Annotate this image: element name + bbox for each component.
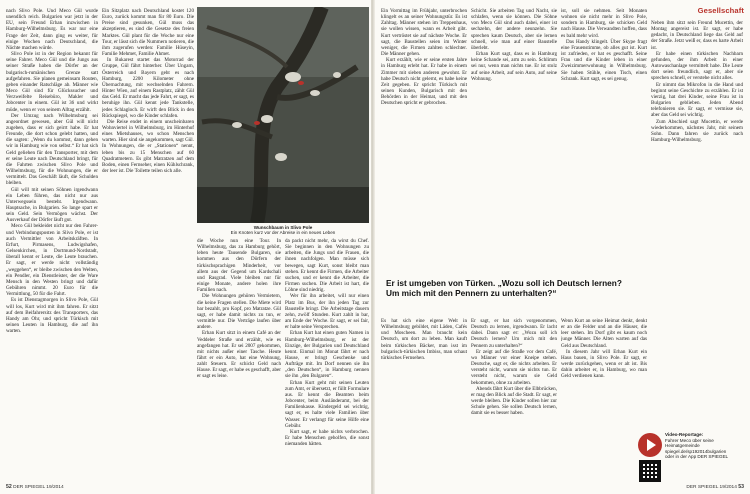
paragraph: Erhan Kurt geht mit seinen Leuten zum Amt, er übersetzt, er füllt Formulare aus. Er kennt die Beamten beim Jobcenter, beim Ausländeramt, bei der Familienkasse. Kindergeld sei wichtig, sagt er, es halte viele Familien über Wasser. Er verlangt für seine Hilfe eine Gebühr.: [285, 379, 369, 429]
pull-quote: [386, 279, 634, 298]
article-column-1: [6, 8, 98, 478]
video-teaser-text: [665, 432, 747, 460]
right-magazine-issue: DER SPIEGEL 19/2014: [686, 485, 737, 490]
paragraph: Es ist Dienstagmorgen in Slivo Pole, Gül will los, Kurt wird mit ihm fahren. Er sitzt auf dem Beifahrersitz des Transporters, das Handy am Ohr, und spricht Türkisch mit seinen Leuten in Hamburg, die auf ihn warten.: [6, 297, 98, 335]
paragraph: nach Slivo Pole. Und Meco Gül wurde unendlich reich. Bulgarien war jetzt in der EU, sein Freund Erhan inzwischen in Hamburg-Wilhelmsburg. Es war nur eine Frage der Zeit, dann ging es weiter, für einige Wochen nach Deutschland, die Nächte machen würde.: [6, 8, 98, 51]
paragraph: Abends fährt Kurt über die Elbbrücken, er mag den Blick auf die Stadt. Er sagt, er werde bleiben. Die Kinder sollen hier zur Schule gehen. Sie sollen Deutsch lernen, damit sie es besser haben.: [471, 385, 557, 417]
paragraph: Das Handy klingelt. Über Skype fragt eine Frauenstimme, ob alles gut ist. Kurt ist zufrieden, er hat es geschafft. Seine Frau und die Kinder leben in einer Zweizimmerwohnung in Wilhelmsburg. Sie haben Stühle, einen Tisch, einen Schrank. Kurt sagt, es sei genug.: [561, 38, 647, 82]
paragraph: Es hat sich eine eigene Welt in Wilhelmsburg gebildet, mit Läden, Cafés und Moscheen. Man braucht kein Deutsch, um dort zu leben. Man kauft beim türkischen Bäcker, man isst im bulgarisch-türkischen Imbiss, man schaut türkisches Fernsehen.: [381, 318, 467, 361]
paragraph: Er sagt, er hat sich vorgenommen, Deutsch zu lernen, irgendwann. Er lacht dabei. Dann sagt er: „Wozu soll ich Deutsch lernen? Um mich mit den Pennern zu unterhalten?“: [471, 318, 557, 349]
paragraph: In diesem Jahr will Erhan Kurt ein Haus bauen, in Slivo Pole. Er sagt, er werde zurückgehen, wenn er alt ist. Bis dahin arbeitet er, in Hamburg, wo man Geld verdienen kann.: [561, 348, 647, 380]
photo-wishing-tree: [197, 7, 369, 223]
video-extra: oder in der App DER SPIEGEL: [665, 454, 729, 460]
article-column-7-lower: [561, 318, 647, 480]
paragraph: Ein Sitzplatz nach Deutschland kostet 120 Euro, zurück kommt man für 80 Euro. Die Preise sind gesunken, Gül muss das akzeptieren, es sind die Gesetze des freien Marktes. Gül plant für die Woche nur eine Tour, er lässt sich die Nummern notieren, die ihm zugerufen werden: Familie Hüseyin, Familie Mehmet, Familie Ahmet.: [102, 8, 194, 58]
paragraph: Wer für ihn arbeitet, will nur einen Platz im Bus, der ihn jeden Tag zur Baustelle bringt. Die Arbeitstage dauern zehn, zwölf Stunden. Kurt zahlt in bar, am Ende der Woche. Er sagt, er sei fair, er halte seine Versprechen.: [285, 293, 369, 331]
paragraph: Er habe einen türkischen Nachbarn gefunden, der ihm Arbeit in einer Autowaschanlage vermittelt habe. Die Leute dort seien freundlich, sagt er, aber sie sprechen schnell, er verstehe nicht alles.: [651, 50, 743, 82]
paragraph: Zum Abschied sagt Mucettin, er werde wiederkommen, nächstes Jahr, mit seinem Sohn. Dann fahren sie zurück nach Hamburg-Wilhelmsburg.: [651, 118, 743, 143]
paragraph: Der Umzug nach Wilhelmsburg sei angeordnet gewesen, aber Gül will nicht zugeben, dass er sich geirrt habe. Er hat Freunde, die dort schon gelebt hatten, und die sagten: „Wenn du kommst, dann gehen wir in Hamburg wie von selbst.“ Er hat sich Geld geliehen für den Transporter, mit dem er seine Leute nach Deutschland bringt, für die Fahrten zwischen Slivo Pole und Wilhelmsburg, für die Wohnungen, die er vermittelt. Das Geschäft läuft, die Schulden bleiben.: [6, 112, 98, 187]
article-column-4: [285, 238, 369, 480]
left-page-number: 52: [6, 484, 12, 490]
right-page-number: 53: [738, 484, 744, 490]
paragraph: Erhan Kurt sitzt in einem Café an der Veddeler Straße und erzählt, wie es angefangen hat. Er sei 2007 gekommen, mit nichts außer einer Tasche. Heute fährt er ein Auto, hat eine Wohnung, zahlt Steuern. Er schickt Geld nach Hause. Er sagt, er habe es geschafft, aber er sagt es leise.: [197, 330, 281, 380]
article-column-3: [197, 238, 281, 480]
left-footer: [6, 484, 64, 490]
paragraph: Schicht. Sie arbeiten Tag und Nacht, sie schlafen, wenn sie können. Die Söhne von Meco Gül sind auch dabei, einer ist sechzehn, der andere neunzehn. Sie sprechen kaum Deutsch, aber sie lernen schnell, wie man auf einer Baustelle überlebt.: [471, 8, 557, 51]
article-column-7: [561, 8, 647, 270]
video-link[interactable]: spiegel.de/sp192014bulgarien: [665, 448, 727, 454]
pull-quote-text: Er ist umgeben von Türken. „Wozu soll ich Deutsch lernen? Um mich mit den Pennern zu unterhalten?“: [386, 278, 622, 298]
article-column-6-lower: [471, 318, 557, 480]
right-page: [375, 0, 750, 494]
paragraph: ist, soll sie nehmen. Seit Monaten wohnen sie nicht mehr in Slivo Pole, sondern in Hamburg, sie schicken Geld nach Hause. Die Verwandten hoffen, dass es bald mehr wird.: [561, 8, 647, 39]
paragraph: Er nimmt das Mikrofon in die Hand und beginnt seine Geschichte zu erzählen. Er ist vierzig, hat drei Kinder, seine Frau ist in Bulgarien geblieben. Jeden Abend telefonieren sie. Er sagt, er vermisse sie, aber das Geld sei wichtig.: [651, 81, 743, 119]
play-icon[interactable]: [638, 433, 662, 457]
article-column-8: [651, 20, 743, 430]
paragraph: Ein Vormittag im Frühjahr, unterbrochen klingelt es an seiner Wohnungstür. Es ist Zahltag. Männer stehen im Treppenhaus, sie wollen wissen, wann es Arbeit gibt. Kurt vertröstet sie auf nächste Woche. Er sagt, die Baustellen seien im Winter weniger, die Firmen zahlten schlechter. Die Männer gehen.: [381, 8, 467, 58]
article-column-5: [381, 8, 467, 270]
video-label: Video-Reportage:: [665, 432, 704, 437]
paragraph: Slivo Pole ist in der Region bekannt für seine Fahrer. Meco Gül und die Jungs aus seiner Straße haben die Dörfer an der bulgarisch-rumänischen Grenze satt aufgefahren. Sie planen gemeinsam Routen, geben einander Ratschläge ab. Männer wie Meco Gül sind für Glückssucher und Verzweifelte Reisebüro, Makler und Jobcenter in einem. Gül ist 36 und wirkt müde, wenn er von seinem Alltag erzählt.: [6, 51, 98, 113]
paragraph: Meco Gül bekleidet nicht nur den Fahrer- und Verbindungsposten in Slivo Pole, er ist auch Vermittler von Arbeitskräften. In Erfurt, Pirmasens, Ludwigshafen, Gelsenkirchen, in Dortmund-Nordstadt, überall kennt er Leute, die Leute brauchen. Er sagt, er werde nicht vollständig „weggehen“, er bleibe zwischen den Welten, ein Pendler, ein Dienstleister, der die Ware Mensch in den Westen bringt und dafür Gebühren nimmt. 20 Euro für die Vermittlung, 50 für die Fahrt.: [6, 223, 98, 298]
paragraph: Kurt sagt, er habe nichts verbrochen. Er habe Menschen geholfen, die sonst niemanden hätten.: [285, 428, 369, 448]
paragraph: die Woche nun eine Tour. In Wilhelmsburg, das zu Hamburg gehört, leben heute Tausende Bulgaren, sie kommen aus den Dörfern der türkischsprachigen Minderheit, vor allem aus der Gegend um Kardschali und Rasgrad. Viele bleiben nur für einige Monate, andere holen ihre Familien nach.: [197, 238, 281, 294]
qr-code-icon[interactable]: [639, 460, 661, 482]
paragraph: da packt nicht mehr, da wirst du Chef. Sie beginnen in den Wohnungen zu arbeiten, die Jungs und die Frauen, die ihnen nachfolgen. Man müsse sich bewegen, sagt Kurt, sonst bleibt man stehen. Er kennt die Firmen, die Arbeiter suchen, und er kennt die Arbeiter, die Firmen suchen. Die Arbeit ist hart, die Löhne sind niedrig.: [285, 238, 369, 294]
tree-image: [197, 7, 369, 223]
article-column-6: [471, 8, 557, 270]
paragraph: Die Reise endet in einem unscheinbaren Wohnviertel in Wilhelmsburg, im Hinterhof eines Mietshauses, wo schon Menschen warten. Hier sind sie angekommen, sagt Gül. In Wohnungen, die er „Stationen“ nennt, leben bis zu 15 Menschen auf 60 Quadratmetern. Es gibt Matratzen auf dem Boden, einen Fernseher, einen Kühlschrank, der leer ist. Die Toilette teilen sich alle.: [102, 118, 194, 175]
photo-caption: [197, 225, 369, 236]
caption-text: Ein Knoten kurz vor der Abreise in ein neues Leben: [230, 230, 336, 236]
paragraph: Neben ihm sitzt sein Freund Mucettin, der Montag angereist ist. Er sagt, er habe gedacht, in Deutschland liege das Geld auf der Straße. Jetzt weiß er, dass es harte Arbeit ist.: [651, 20, 743, 51]
caption-title: Wunschbaum in Slivo Pole: [253, 225, 313, 230]
left-page: [0, 0, 372, 494]
paragraph: In Bukarest startet das Motorrad der Gruppe, Gül fährt hinterher. Über Ungarn, Österreich und Bayern geht es nach Hamburg, 2200 Kilometer ohne Übernachtung, mit wechselnden Fahrern. Hinter Wien, auf einem Rastplatz, zählt Gül das Geld. Er macht das jede Fahrt, er sagt, es beruhige ihn. Gül kennt jede Tankstelle, jedes Schlagloch. Er wirft den Blick in den Rückspiegel, wo die Kinder schlafen.: [102, 57, 194, 119]
paragraph: Wenn Kurt an seine Heimat denkt, denkt er an die Felder und an die Häuser, die leer stehen. Im Dorf gibt es kaum noch junge Männer. Die Alten warten auf das Geld aus Deutschland.: [561, 318, 647, 349]
paragraph: Kurt erzählt, wie er seine ersten Jahre in Hamburg erlebt hat. Er habe in einem Zimmer mit sieben anderen gewohnt. Er habe Deutsch nicht gelernt, es habe keine Zeit gegeben. Er spricht Türkisch mit seinen Kunden, Bulgarisch mit den Behörden in der Heimat, und mit den Deutschen spricht er gebrochen.: [381, 57, 467, 107]
article-column-2: [102, 8, 194, 478]
paragraph: Er zeigt auf die Straße vor dem Café, wo Männer vor einer Kneipe stehen. Deutsche, sagt er, die nichts arbeiten. Er versteht nicht, warum sie nichts tun. Er versteht nicht, warum sie Geld bekommen, ohne zu arbeiten.: [471, 348, 557, 386]
paragraph: Erhan Kurt sagt, dass es in Hamburg keine Schande sei, arm zu sein. Schlimm sei nur, wenn man nichts tue. Er ist stolz auf seine Arbeit, auf sein Auto, auf seine Wohnung.: [471, 51, 557, 82]
paragraph: Gül will mit seinen Söhnen irgendwann ein Leben führen, das nicht nur aus Unterwegssein besteht. Irgendwann. Hauptsache, in Bulgarien. So lange spart er sein Geld. Sein Vermögen wächst. Der Ausverkauf der Dörfer läuft gut.: [6, 186, 98, 224]
article-column-5-lower: [381, 318, 467, 480]
video-teaser[interactable]: [637, 431, 749, 487]
paragraph: Die Wohnungen gehören Vermietern, die keine Fragen stellen. Die Miete wird bar bezahlt, pro Kopf, pro Matratze. Gül sagt, er habe damit nichts zu tun, er vermittle nur. Die Verträge laufen über andere.: [197, 293, 281, 331]
left-magazine-issue: DER SPIEGEL 19/2014: [13, 485, 64, 490]
video-description: Fahrer Meco über seine Heimatgemeinde: [665, 437, 714, 449]
paragraph: Erhan Kurt hat einen guten Namen in Hamburg-Wilhelmsburg, er ist der Einzige, der Bulgarien und Deutschland kennt. Einmal im Monat fährt er nach Hause, er bringt Geschenke und Aufträge mit. Im Dorf nennen sie ihn „den Deutschen“, in Hamburg nennen sie ihn „den Bulgaren“.: [285, 330, 369, 380]
section-rubric: Gesellschaft: [697, 6, 744, 15]
